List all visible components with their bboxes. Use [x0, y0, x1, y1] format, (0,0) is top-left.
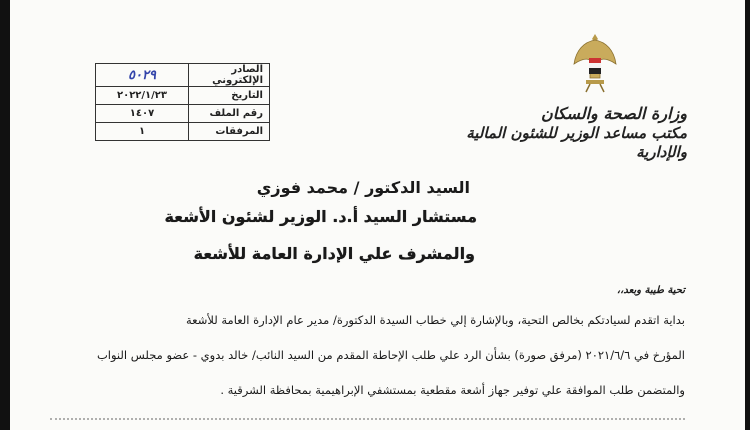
attachments-label: المرفقات [189, 123, 270, 141]
eagle-emblem-icon [570, 30, 620, 100]
table-row [96, 105, 270, 123]
cut-off-text-line [50, 418, 685, 430]
addressee-name: السيد الدكتور / محمد فوزي [256, 178, 470, 197]
document-page [10, 0, 745, 430]
outgoing-label: الصادر الإلكتروني [189, 64, 270, 87]
addressee-title: مستشار السيد أ.د. الوزير لشئون الأشعة [164, 207, 477, 226]
table-row [96, 64, 270, 87]
body-paragraph-line-3: والمتضمن طلب الموافقة علي توفير جهاز أشعة مقطعية بمستشفي الإبراهيمية بمحافظة الشرقية . [220, 383, 685, 397]
file-number-label: رقم الملف [189, 105, 270, 123]
ministry-name: وزارة الصحة والسكان [540, 104, 687, 123]
ministry-letterhead [447, 104, 687, 162]
table-row [96, 87, 270, 105]
body-paragraph-line-2: المؤرخ في ٢٠٢١/٦/٦ (مرفق صورة) بشأن الرد علي طلب الإحاطة المقدم من السيد النائب/ خالد بدوي - عضو مجلس النواب [96, 348, 685, 362]
file-number-value: ١٤٠٧ [96, 105, 189, 123]
addressee-role: والمشرف علي الإدارة العامة للأشعة [193, 244, 475, 263]
date-label: التاريخ [189, 87, 270, 105]
office-name: مكتب مساعد الوزير للشئون المالية والإدارية [466, 124, 687, 161]
attachments-value: ١ [96, 123, 189, 141]
outgoing-number: ٥٠٢٩ [96, 64, 189, 87]
date-value: ٢٠٢٢/١/٢٣ [96, 87, 189, 105]
table-row [96, 123, 270, 141]
greeting: تحية طيبة وبعد،، [616, 285, 685, 296]
reference-table [95, 63, 270, 141]
body-paragraph-line-1: بداية اتقدم لسيادتكم بخالص التحية، وبالإشارة إلي خطاب السيدة الدكتورة/ مدير عام الإدارة العامة للأشعة [186, 313, 685, 327]
